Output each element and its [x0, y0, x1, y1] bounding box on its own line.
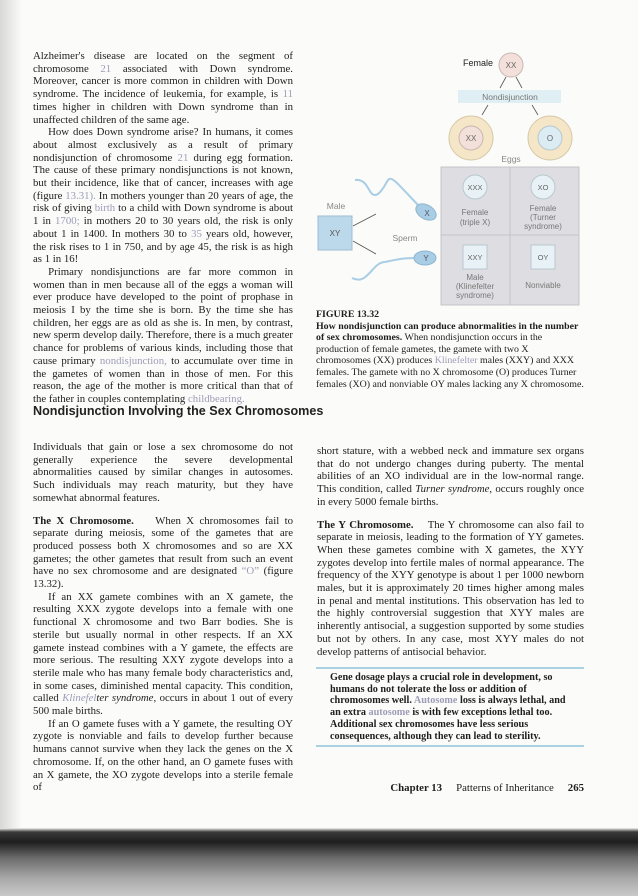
text-run: If an O gamete fuses with a Y gamete, the resulting OY zygote is nonviable and fails to develop further because humans cannot survive when they lack the genes on the X chromosome. If, on the other hand, an O gamete fuses with an X gamete, the XO zygote develops into a sterile female of [33, 717, 293, 794]
cell-xo-desc: Female [529, 204, 557, 213]
egg-xx-label: XX [465, 134, 477, 143]
text-run: How does Down syndrome arise? In humans, it comes about almost exclusively as a result of primary nondisjunction of chromosome [33, 126, 293, 164]
glossary-term: birth [94, 202, 116, 215]
cell-xxx-desc: (triple X) [459, 218, 491, 227]
cell-oy-desc: Nonviable [525, 281, 561, 290]
branch-line [500, 77, 506, 88]
paragraph [317, 445, 584, 509]
text-run: How nondisjunction can produce abnormalities in the number of sex chromosomes. [316, 320, 579, 344]
text-run: (figure 13.32). [33, 565, 293, 591]
page-number: 265 [567, 782, 584, 794]
section-heading: Nondisjunction Involving the Sex Chromosomes [33, 404, 324, 418]
glossary-term: Autosome [413, 695, 458, 707]
cell-xxy-desc: (Klinefelter [455, 282, 495, 291]
scan-dark-band [0, 828, 638, 896]
arrow-line [482, 105, 488, 115]
callout-top-rule [316, 667, 584, 669]
footer-chapter: Chapter 13 [390, 782, 443, 794]
text-run: Individuals that gain or lose a sex chromosome do not generally experience the severe developmental abnormalities caused by similar changes in autosomes. Such individuals may reach maturity, but they have somewhat abnormal features. [33, 441, 293, 504]
cell-xxy-genotype: XXY [467, 253, 483, 262]
text-run: occurs roughly once in every 5000 female births. [317, 483, 584, 508]
cell-oy-genotype: OY [537, 253, 549, 262]
figure-number: FIGURE 13.32 [316, 309, 380, 320]
text-run: occurs in about 1 out of every 500 male births. [33, 692, 293, 718]
glossary-term: 1700; [55, 215, 80, 228]
glossary-term: 11 [282, 88, 293, 101]
callout-bottom-rule [316, 745, 584, 747]
text-run: ter syndrome, [96, 692, 157, 705]
glossary-term: Klinefel [62, 692, 97, 705]
male-label: Male [326, 201, 346, 211]
arrow-line [353, 241, 376, 254]
caption-body [316, 321, 584, 391]
cell-xxy-desc: syndrome) [456, 291, 494, 300]
text-run: to accumulate over time in the gametes of women than in those of men. For this reason, the age of the mother is more critical than that of the father in couples contemplating [33, 354, 293, 405]
text-run: during egg formation. The cause of these primary nondisjunctions is not known, but their incidence, like that of cancer, increases with age (figure [33, 151, 293, 202]
text-run: When X chromosomes fail to separate during meiosis, some of the gametes that are produced possess both X chromosomes and so are XX gametes; the other gametes that result from such an event have no sex chromosome and are designated [33, 514, 293, 578]
nondisjunction-label: Nondisjunction [482, 92, 538, 102]
text-run: Alzheimer's disease are located on the segment of chromosome [33, 50, 293, 75]
cell-xo-genotype: XO [537, 183, 549, 192]
arrow-line [353, 214, 376, 226]
text-run: When nondisjunction occurs in the production of female gametes, the gamete with two X chromosomes (XX) produces [316, 332, 543, 367]
text-run: The Y Chromosome. [317, 518, 414, 531]
text-run: The Y chromosome can also fail to separate in meiosis, leading to the formation of YY gametes. When these gametes combine with X gametes, the XYY zygotes develop into fertile males of normal appearance. The frequency of the XYY genotype is about 1 per 1000 newborn males, but it is approximately 20 times higher among males in penal and mental institutions. This observation has led to the highly controversial suggestion that XYY males are inherently antisocial, a suggestion supported by some studies but not by others. In any case, most XYY males do not develop patterns of antisocial behavior. [317, 518, 585, 658]
male-genotype: XY [329, 229, 341, 238]
cell-xo-desc: (Turner [530, 213, 556, 222]
text-run: loss is always lethal, and an extra [330, 695, 566, 719]
text-run: years old, however, the risk rises to 1 in 750, and by age 45, the risk is as high as 1 in 16! [33, 227, 293, 266]
text-run: to a child with Down syndrome is about 1 in [33, 202, 293, 228]
cell-xxx-genotype: XXX [467, 183, 483, 192]
egg-o-label: O [546, 134, 554, 143]
figure-caption [316, 309, 584, 390]
glossary-term: 13.31). [65, 189, 96, 202]
cell-xxy-desc: Male [466, 273, 484, 282]
glossary-term: “O” [241, 565, 259, 578]
sperm-y-label: Y [423, 254, 429, 263]
paragraph-y-chromosome [317, 519, 584, 659]
glossary-term: childbearing. [188, 392, 245, 405]
glossary-term: 21 [177, 151, 189, 164]
text-run: In mothers younger than 20 years of age, the risk of giving [33, 189, 294, 215]
text-run: If an XX gamete combines with an X gamete, the resulting XXX zygote develops into a female with one functional X chromosome and two Barr bodies. She is sterile but usually normal in other respects. If an XX gamete instead combines with a Y gamete, the effects are more serious. The resulting XXY zygote develops into a sterile male who has many female body characteristics and, in some cases, diminished mental capacity. This condition, called [33, 590, 293, 705]
eggs-label: Eggs [501, 154, 521, 164]
glossary-term: Klinefelter [434, 355, 478, 367]
text-run: males (XXY) and XXX females. The gamete with no X chromosome (O) produces Turner females (XO) and nonviable OY males lacking any X chromosome. [316, 355, 584, 390]
text-run: Turner syndrome, [415, 483, 493, 496]
arrow-line [532, 105, 538, 115]
glossary-term: nondisjunction, [99, 354, 167, 367]
footer-title: Patterns of Inheritance [456, 782, 554, 794]
text-run: in mothers 20 to 30 years old, the risk is only about 1 in 1400. In mothers 30 to [33, 215, 293, 240]
text-run: associated with Down syndrome. Moreover, cancer is more common in children with Down syndrome. The incidence of leukemia, for example, is [33, 62, 293, 101]
sperm-x-label: X [424, 209, 430, 218]
glossary-term: 35 [191, 227, 202, 240]
text-run: times higher in children with Down syndrome than in unaffected children of the same age. [33, 100, 293, 126]
text-run: Gene dosage plays a crucial role in development, so humans do not tolerate the loss or addition of chromosomes well. [330, 672, 553, 707]
text-run: Primary nondisjunctions are far more common in women than in men because all of the eggs a woman will ever produce have developed to the point of prophase in meiosis I by the time she is born. By the time she has children, her eggs are as old as she is. In men, by contrast, new sperm develop daily. Therefore, there is a much greater chance for problems of various kinds, including those that cause primary [33, 265, 293, 367]
text-run: is with few exceptions lethal too. Additional sex chromosomes have less serious consequences, although they can lead to sterility. [330, 707, 553, 742]
branch-line [516, 77, 522, 88]
glossary-term: 21 [100, 62, 112, 75]
cell-xo-desc: syndrome) [524, 222, 562, 231]
female-genotype: XX [505, 61, 517, 70]
cell-xxx-desc: Female [461, 208, 489, 217]
text-run: The X Chromosome. [33, 514, 134, 527]
key-point-callout [330, 672, 575, 742]
text-run: short stature, with a webbed neck and immature sex organs that do not undergo changes during puberty. The mental abilities of an XO individual are in the low-normal range. This condition, called [317, 445, 584, 496]
sperm-x-tail [355, 179, 418, 205]
page-footer [390, 782, 584, 794]
female-label: Female [463, 58, 494, 68]
sperm-label: Sperm [392, 233, 418, 243]
glossary-term: autosome [368, 707, 410, 719]
right-column [317, 445, 584, 658]
sperm-y-tail [352, 258, 416, 280]
